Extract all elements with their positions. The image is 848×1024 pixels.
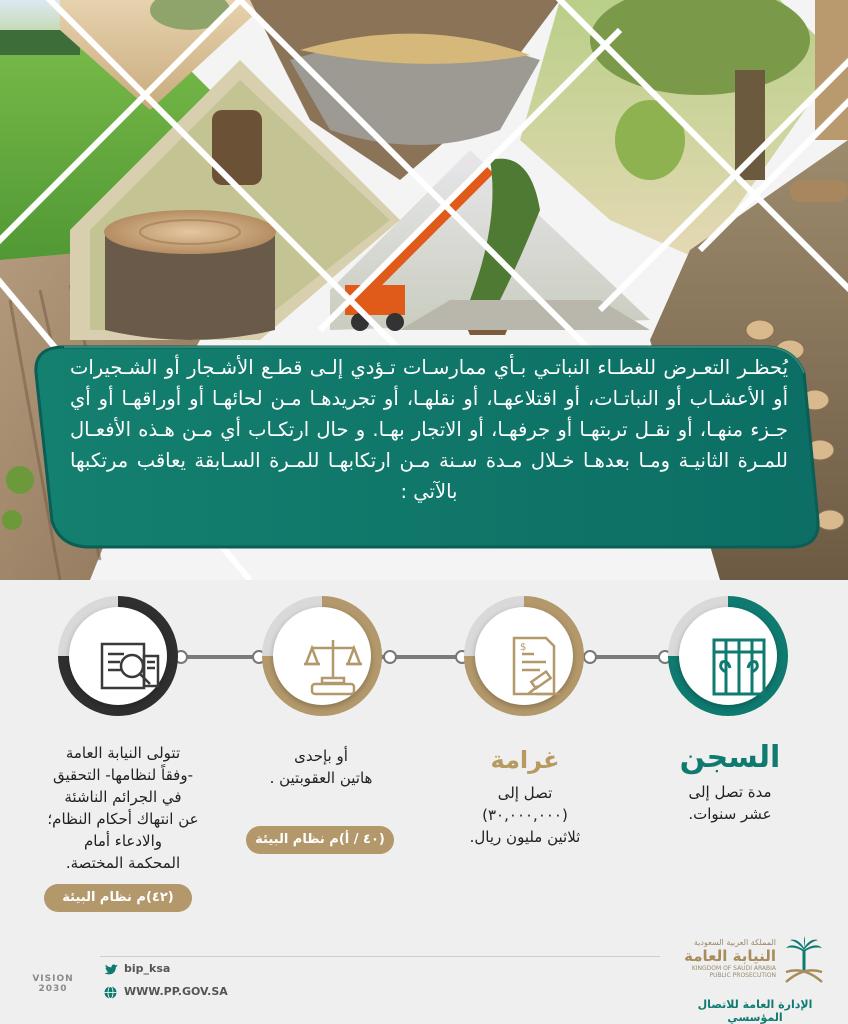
fine-column bbox=[450, 746, 600, 848]
org-name-ar: النيابة العامة bbox=[684, 947, 776, 965]
prosecution-column bbox=[28, 742, 218, 874]
prison-line-2: عشر سنوات. bbox=[688, 805, 772, 823]
prison-column bbox=[660, 740, 800, 825]
justice-scale-icon bbox=[298, 632, 368, 702]
either-column bbox=[236, 745, 406, 789]
website-link[interactable]: WWW.PP.GOV.SA bbox=[124, 985, 228, 998]
twitter-icon bbox=[104, 964, 118, 976]
prosecution-circle bbox=[58, 596, 178, 716]
either-circle-inner bbox=[273, 607, 371, 705]
intro-text: يُحظـر التعـرض للغطـاء النباتـي بـأي ممارسـات تـؤدي إلـى قطـع الأشـجار أو الشـجيرات أو الأعشـاب أو النباتـات، أو اقتلاعهـا، أو نقلهـا، أو تجريدهـا مـن لحائهـا أو أوراقهـا أو أي جـزء منهـا، أو نقـل تربتهـا أو جرفهـا، أو الاتجار بهـا. و حال ارتكـاب أي مـن هـذه الأفعـال للمـرة الثانيـة ومـا بعدهـا خـلال مـدة سـنة مـن ارتكابهـا للمـرة السـابقة يعاقب مرتكبها بالآتي : bbox=[70, 356, 788, 503]
prosecution-line-4: عن انتهاك أحكام النظام؛ bbox=[47, 810, 199, 828]
prison-circle-inner bbox=[679, 607, 777, 705]
fine-title: غرامة bbox=[490, 746, 560, 774]
prosecution-line-5: والادعاء أمام bbox=[83, 832, 163, 850]
fine-amount: (٣٠,٠٠٠,٠٠٠) bbox=[482, 806, 568, 824]
department-name: الإدارة العامة للاتصال المؤسسي bbox=[697, 998, 813, 1024]
vision-label: VISION 2030 bbox=[32, 974, 74, 994]
either-circle bbox=[262, 596, 382, 716]
org-logo-text bbox=[676, 938, 776, 979]
prison-bars-icon bbox=[704, 632, 774, 702]
timeline-dot bbox=[383, 650, 397, 664]
prosecution-line-3: في الجرائم الناشئة bbox=[64, 788, 182, 806]
vision-2030-logo bbox=[18, 960, 88, 1000]
timeline-dot bbox=[583, 650, 597, 664]
palm-swords-emblem-icon bbox=[780, 936, 828, 988]
prosecution-law-badge: (٤٢)م نظام البيئة bbox=[44, 884, 192, 912]
either-law-badge: (٤٠ / أ)م نظام البيئة bbox=[246, 826, 394, 854]
twitter-handle[interactable]: bip_ksa bbox=[124, 962, 171, 975]
fine-line-3: ثلاثين مليون ريال. bbox=[469, 828, 581, 846]
org-country-en: KINGDOM OF SAUDI ARABIA bbox=[691, 965, 776, 972]
fine-line-1: تصل إلى bbox=[497, 784, 553, 802]
prosecution-circle-inner bbox=[69, 607, 167, 705]
prosecution-line-2: -وفقاً لنظامها- التحقيق bbox=[53, 766, 193, 784]
org-name-en: PUBLIC PROSECUTION bbox=[709, 972, 776, 979]
court-document-icon bbox=[500, 632, 570, 702]
globe-icon bbox=[104, 986, 117, 999]
timeline-connector bbox=[170, 655, 680, 659]
prison-title: السجن bbox=[679, 740, 781, 775]
svg-text:$: $ bbox=[520, 642, 527, 653]
prison-circle bbox=[668, 596, 788, 716]
footer bbox=[0, 930, 848, 1024]
document-search-icon bbox=[94, 632, 164, 702]
fine-circle-inner bbox=[475, 607, 573, 705]
fine-circle bbox=[464, 596, 584, 716]
prison-line-1: مدة تصل إلى bbox=[688, 783, 772, 801]
either-line-2: هاتين العقوبتين . bbox=[269, 769, 373, 787]
footer-divider bbox=[100, 956, 660, 957]
prosecution-line-1: تتولى النيابة العامة bbox=[65, 744, 181, 762]
prosecution-line-6: المحكمة المختصة. bbox=[65, 854, 181, 872]
either-line-1: أو بإحدى bbox=[294, 747, 348, 765]
org-country-ar: المملكة العربية السعودية bbox=[693, 938, 776, 947]
